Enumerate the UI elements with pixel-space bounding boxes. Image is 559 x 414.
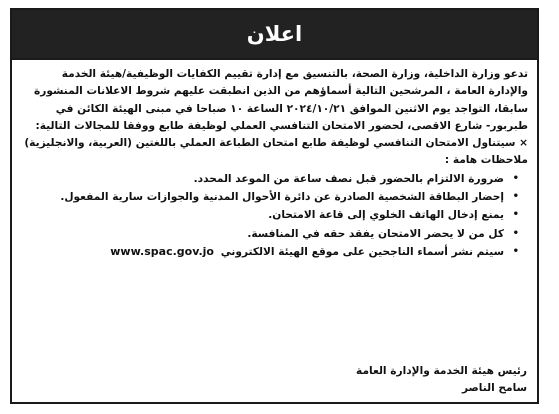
body-line: والإدارة العامة ، المرشحين التالية أسماؤهم من الذين انطبقت عليهم شروط الاعلانات المنشورة bbox=[34, 85, 528, 98]
announcement-frame bbox=[10, 8, 539, 404]
notes-list bbox=[21, 170, 528, 261]
list-item bbox=[21, 188, 519, 206]
bullet-icon: • bbox=[512, 227, 519, 239]
website-link[interactable]: www.spac.gov.jo bbox=[110, 244, 214, 258]
note-text: كل من لا يحضر الامتحان يفقد حقه في المنافسة. bbox=[247, 227, 504, 240]
signature-block bbox=[356, 363, 527, 397]
body-line: سابقا، التواجد يوم الاثنين الموافق ٢٠٢٤/١٠/٢١ الساعة ١٠ صباحا في مبنى الهيئة الكائن في bbox=[55, 102, 528, 115]
body-line: طبربور- شارع الاقصى، لحضور الامتحان التنافسي العملي لوظيفة طابع ووفقا للمجالات التالية: bbox=[35, 119, 528, 132]
announcement-content bbox=[12, 60, 537, 261]
note-text: يمنع إدخال الهاتف الخلوي إلى قاعة الامتحان. bbox=[268, 209, 504, 222]
bullet-icon: • bbox=[512, 209, 519, 221]
bullet-icon: • bbox=[512, 191, 519, 203]
announcement-title: اعلان bbox=[246, 22, 303, 46]
note-text: سيتم نشر أسماء الناجحين على موقع الهيئة الالكتروني bbox=[220, 245, 504, 258]
notes-heading: ملاحظات هامة : bbox=[444, 154, 528, 167]
announcement-body bbox=[21, 66, 528, 152]
list-item bbox=[21, 225, 519, 243]
announcement-header bbox=[12, 10, 537, 60]
note-text: إحضار البطاقة الشخصية الصادرة عن دائرة الأحوال المدنية والجوازات سارية المفعول. bbox=[60, 191, 504, 204]
bullet-icon: • bbox=[512, 172, 519, 184]
signatory-name: سامح الناصر bbox=[461, 382, 527, 394]
body-line: تدعو وزارة الداخلية، وزارة الصحة، بالتنسيق مع إدارة تقييم الكفايات الوظيفية/هيئة الخدمة bbox=[61, 68, 528, 80]
list-item bbox=[21, 243, 519, 261]
body-line: × سيتناول الامتحان التنافسي لوظيفة طابع امتحان الطباعة العملي باللغتين (العربية، والانجليزية) bbox=[24, 137, 528, 150]
note-text: ضرورة الالتزام بالحضور قبل نصف ساعة من الموعد المحدد. bbox=[193, 172, 504, 185]
list-item bbox=[21, 206, 519, 224]
signatory-title: رئيس هيئة الخدمة والإدارة العامة bbox=[356, 365, 527, 377]
bullet-icon: • bbox=[512, 245, 519, 257]
list-item bbox=[21, 170, 519, 188]
